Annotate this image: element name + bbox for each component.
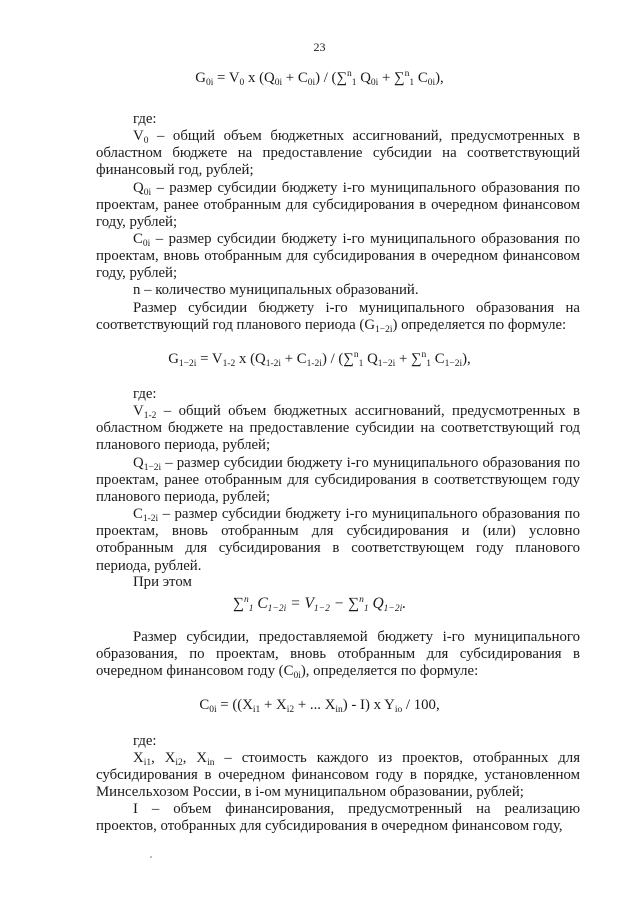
scan-speck	[150, 856, 152, 858]
where-label-3: где:	[133, 733, 157, 749]
definition-c0i: $C_{0i}$ – размер субсидии бюджету i-го муниципального образования по проектам, вновь отобранным для субсидирования в очередном финансовом году, рублей;	[96, 231, 580, 282]
definition-v12: $V_{1-2}$ – общий объем бюджетных ассигнований, предусмотренных в областном бюджете на предоставление субсидии на соответствующий год планового периода, рублей;	[96, 403, 580, 454]
pri-etom-label: При этом	[133, 574, 192, 590]
definition-q0i: $Q_{0i}$ – размер субсидии бюджету i-го муниципального образования по проектам, ранее отобранным для субсидирования в очередном финансовом году, рублей;	[96, 180, 580, 231]
formula-g0i: $G_{0i} = V_0$ x $(Q_{0i} + C_{0i}) / (\sum^n_1$ $Q_{0i} + \sum^n_1$ $C_{0i}$),	[195, 69, 444, 88]
definition-c12i: $C_{1-2i}$ – размер субсидии бюджету i-го муниципального образования по проектам, вновь отобранным для субсидирования и (или) условно отобранным для субсидирования в соответствующем году планового периода, рублей.	[96, 506, 580, 574]
formula-g12i: $G_{1-2i} = V_{1-2}$ x $(Q_{1-2i} + C_{1-2i}) / (\sum^n_1$ $Q_{1-2i} + \sum^n_1$ $C_{1-2i}$),	[168, 350, 471, 369]
definition-i: I – объем финансирования, предусмотренный на реализацию проектов, отобранных для субсидирования в очередном финансовом году,	[96, 801, 580, 835]
definition-q12i: $Q_{1-2i}$ – размер субсидии бюджету i-го муниципального образования по проектам, ранее отобранным для субсидирования в соответствующем году планового периода, рублей;	[96, 455, 580, 506]
paragraph-c0i: Размер субсидии, предоставляемой бюджету i-го муниципального образования, по проектам, вновь отобранным для субсидирования в очередном финансовом году $(C_{0i})$, определяется по формуле:	[96, 629, 580, 682]
formula-sum-identity: ∑$^n_1$ $C_{1-2i} = V_{1-2} - \sum^n_1$ $Q_{1-2i}$.	[232, 595, 407, 614]
paragraph-planning-period: Размер субсидии бюджету i-го муниципального образования на соответствующий год планового периода $(G_{1-2i})$ определяется по формуле:	[96, 300, 580, 336]
where-label-2: где:	[133, 386, 157, 402]
definition-v0: $V_0$ – общий объем бюджетных ассигнований, предусмотренных в областном бюджете на предоставление субсидии на соответствующий финансовый год, рублей;	[96, 128, 580, 179]
page-number: 23	[313, 40, 326, 54]
definition-x: $X_{i1}$, $X_{i2}$, $X_{in}$ – стоимость каждого из проектов, отобранных для субсидирования в очередном финансовом году в порядке, установленном Минсельхозом России, в i-ом муниципальном образовании, рублей;	[96, 750, 580, 801]
definition-n: n – количество муниципальных образований.	[133, 282, 419, 298]
where-label-1: где:	[133, 111, 157, 127]
formula-c0i: $C_{0i} = ((X_{i1} + X_{i2}$ + ... $X_{in}) - I$) x $Y_{io} / 100$,	[199, 697, 440, 715]
